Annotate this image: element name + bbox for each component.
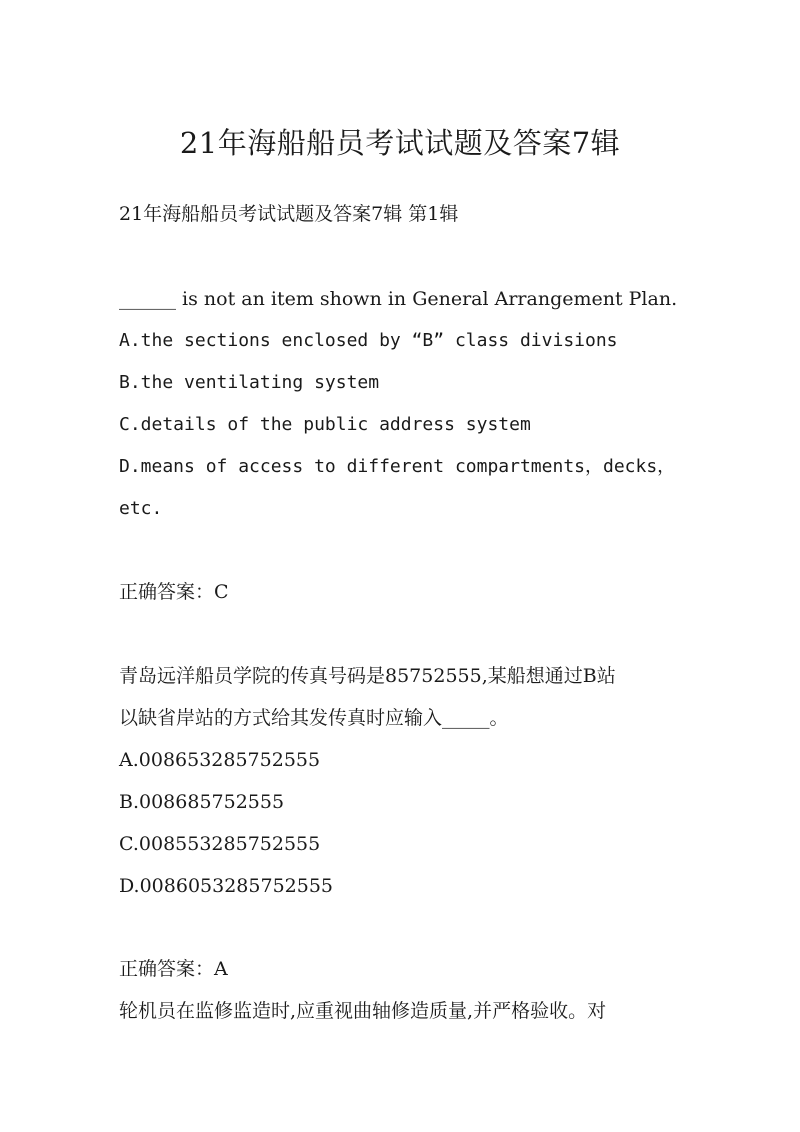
question-1-option-b: B.the ventilating system — [119, 372, 380, 393]
question-2-option-d: D.0086053285752555 — [119, 875, 334, 897]
question-1-stem: ______ is not an item shown in General Arrangement Plan. — [119, 288, 678, 310]
question-2-stem-continued: 以缺省岸站的方式给其发传真时应输入_____。 — [119, 707, 509, 729]
question-1-option-c: C.details of the public address system — [119, 414, 531, 435]
question-1-answer: 正确答案：C — [119, 581, 229, 603]
question-1-option-a: A.the sections enclosed by “B” class divisions — [119, 330, 618, 351]
question-2-option-c: C.008553285752555 — [119, 833, 321, 855]
section-heading: 21年海船船员考试试题及答案7辑 第1辑 — [119, 203, 459, 225]
question-1-option-d-continued: etc. — [119, 498, 163, 519]
question-3-stem: 轮机员在监修监造时,应重视曲轴修造质量,并严格验收。对 — [119, 1000, 607, 1022]
question-2-option-a: A.008653285752555 — [119, 749, 321, 771]
question-1-option-d: D.means of access to different compartments，decks， — [119, 456, 676, 477]
question-2-answer: 正确答案：A — [119, 958, 228, 980]
question-2-stem: 青岛远洋船员学院的传真号码是85752555,某船想通过B站 — [119, 665, 616, 687]
question-2-option-b: B.008685752555 — [119, 791, 285, 813]
document-title: 21年海船船员考试试题及答案7辑 — [179, 126, 621, 160]
